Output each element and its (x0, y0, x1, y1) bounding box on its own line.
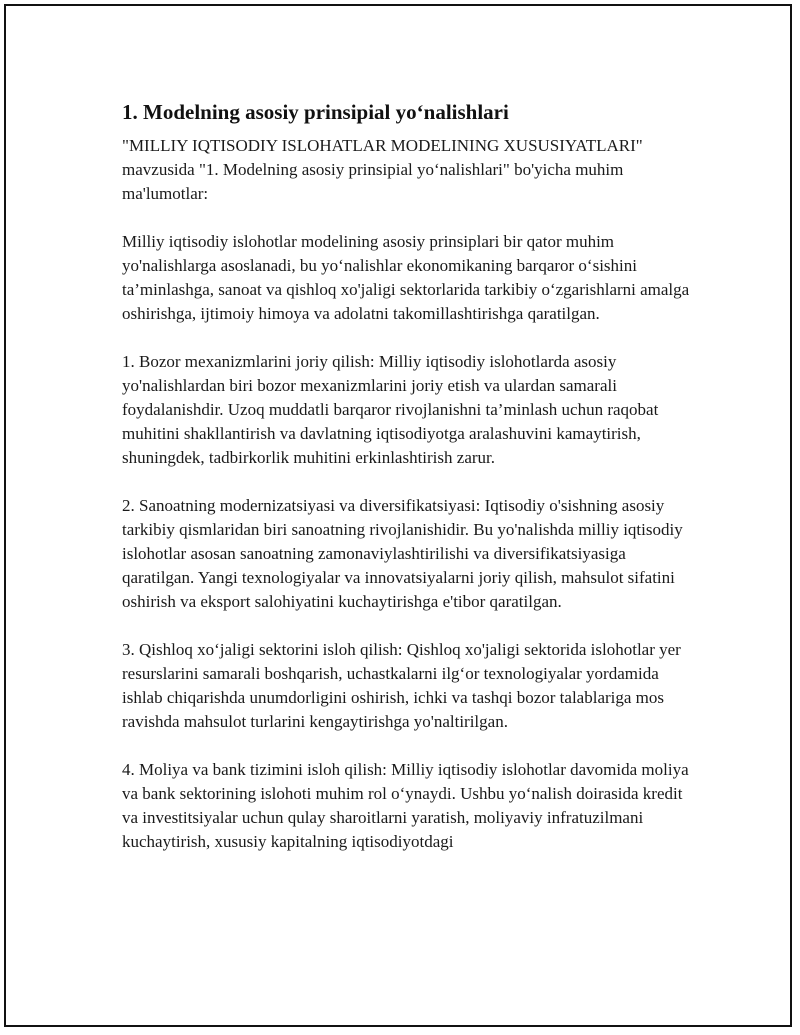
agriculture-reform-paragraph: 3. Qishloq xo‘jaligi sektorini isloh qilish: Qishloq xo'jaligi sektorida islohotlar yer resurslarini samarali boshqarish, uchastkalarni ilg‘or texnologiyalar yordamida ishlab chiqarishda unumdorligini oshirish, ichki va tashqi bozor talablariga mos ravishda mahsulot turlarini kengaytirishga yo'naltirilgan. (122, 640, 681, 731)
document-body (122, 98, 692, 878)
intro-paragraph: "MILLIY IQTISODIY ISLOHATLAR MODELINING XUSUSIYATLARI" mavzusida "1. Modelning asosiy prinsipial yo‘nalishlari" bo'yicha muhim ma'lumotlar: (122, 136, 643, 203)
document-page (4, 4, 792, 1027)
section-heading: 1. Modelning asosiy prinsipial yo‘nalishlari (122, 100, 509, 124)
finance-banking-paragraph: 4. Moliya va bank tizimini isloh qilish: Milliy iqtisodiy islohotlar davomida moliya va bank sektorining islohoti muhim rol o‘ynaydi. Ushbu yo‘nalish doirasida kredit va investitsiyalar uchun qulay sharoitlarni yaratish, moliyaviy infratuzilmani kuchaytirish, xususiy kapitalning iqtisodiyotdagi (122, 760, 689, 851)
overview-paragraph: Milliy iqtisodiy islohotlar modelining asosiy prinsiplari bir qator muhim yo'nalishlarga asoslanadi, bu yo‘nalishlar ekonomikaning barqaror o‘sishini ta’minlashga, sanoat va qishloq xo'jaligi sektorlarida tarkibiy o‘zgarishlarni amalga oshirishga, ijtimoiy himoya va adolatni takomillashtirishga qaratilgan. (122, 232, 690, 323)
industry-modernization-paragraph: 2. Sanoatning modernizatsiyasi va diversifikatsiyasi: Iqtisodiy o'sishning asosiy tarkibiy qismlaridan biri sanoatning rivojlanishidir. Bu yo'nalishda milliy iqtisodiy islohotlar asosan sanoatning zamonaviylashtirilishi va diversifikatsiyasiga qaratilgan. Yangi texnologiyalar va innovatsiyalarni joriy qilish, mahsulot sifatini oshirish va eksport salohiyatini kuchaytirishga e'tibor qaratilgan. (122, 496, 683, 611)
market-mechanisms-paragraph: 1. Bozor mexanizmlarini joriy qilish: Milliy iqtisodiy islohotlarda asosiy yo'nalishlardan biri bozor mexanizmlarini joriy etish va ulardan samarali foydalanishdir. Uzoq muddatli barqaror rivojlanishni ta’minlash uchun raqobat muhitini shakllantirish va davlatning iqtisodiyotga aralashuvini kamaytirish, shuningdek, tadbirkorlik muhitini erkinlashtirish zarur. (122, 352, 659, 467)
